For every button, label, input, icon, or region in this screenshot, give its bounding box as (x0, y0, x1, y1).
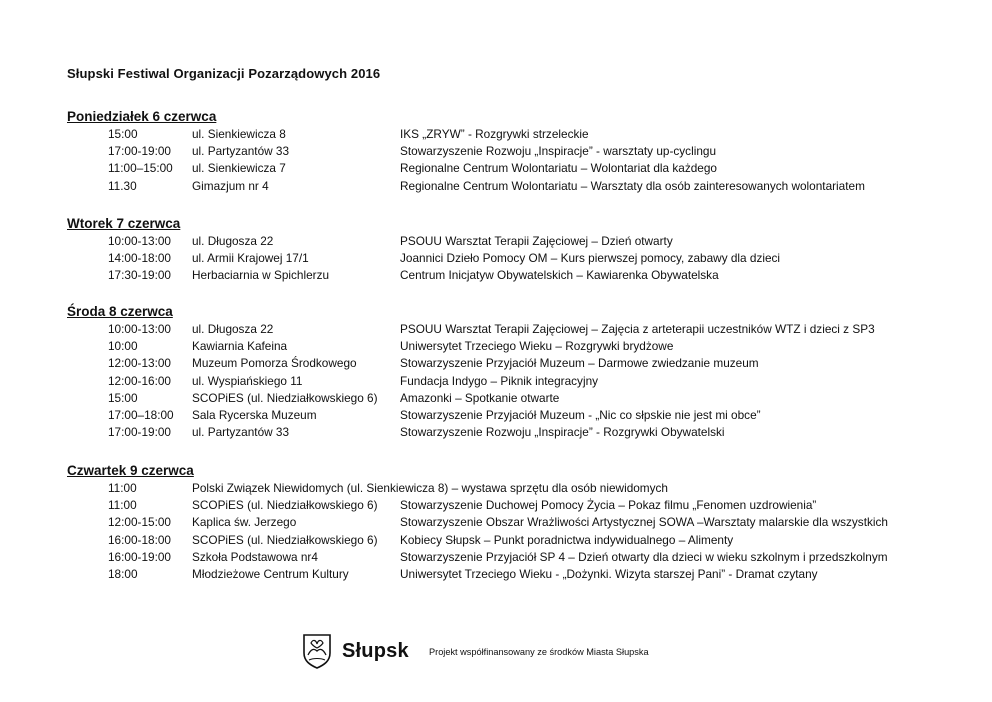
event-description: Stowarzyszenie Przyjaciół SP 4 – Dzień otwarty dla dzieci w wieku szkolnym i przedszkolnym (400, 549, 888, 564)
event-time: 15:00 (108, 127, 138, 141)
schedule-row (67, 267, 947, 284)
event-place: Sala Rycerska Muzeum (192, 407, 317, 422)
event-time: 16:00-19:00 (108, 549, 171, 564)
event-description: Stowarzyszenie Przyjaciół Muzeum – Darmowe zwiedzanie muzeum (400, 356, 759, 371)
event-description: Joannici Dzieło Pomocy OM – Kurs pierwszej pomocy, zabawy dla dzieci (400, 251, 781, 266)
event-time: 17:00–18:00 (108, 407, 174, 422)
event-place: Kawiarnia Kafeina (192, 339, 288, 354)
event-time: 17:30-19:00 (108, 268, 171, 283)
event-time: 10:00 (108, 339, 138, 354)
day-section (67, 108, 947, 195)
brand-name: Słupsk (342, 640, 409, 662)
event-place: ul. Wyspiańskiego 11 (192, 373, 303, 388)
event-time: 11:00 (108, 498, 137, 513)
schedule-row (67, 373, 947, 390)
schedule-row (67, 390, 947, 407)
event-time: 11.30 (108, 178, 137, 193)
event-place: Gimazjum nr 4 (192, 178, 269, 193)
event-description: PSOUU Warsztat Terapii Zajęciowej – Zajęcia z arteterapii uczestników WTZ i dzieci z SP3 (400, 322, 875, 336)
event-description: Stowarzyszenie Przyjaciół Muzeum - „Nic co słpskie nie jest mi obce” (400, 407, 761, 422)
schedule-row (67, 126, 947, 143)
event-place: ul. Długosza 22 (192, 322, 274, 336)
event-description: Amazonki – Spotkanie otwarte (400, 390, 560, 405)
schedule-row (67, 532, 947, 549)
event-place: ul. Armii Krajowej 17/1 (192, 251, 309, 266)
event-description: Regionalne Centrum Wolontariatu – Warsztaty dla osób zainteresowanych wolontariatem (400, 178, 865, 193)
event-place: Polski Związek Niewidomych (ul. Sienkiewicza 8) – wystawa sprzętu dla osób niewidomych (192, 481, 668, 495)
schedule-row (67, 549, 947, 566)
city-crest-icon (302, 633, 332, 669)
event-place: Szkoła Podstawowa nr4 (192, 549, 318, 564)
schedule-row (67, 250, 947, 267)
schedule-row (67, 178, 947, 195)
event-time: 10:00-13:00 (108, 322, 171, 336)
event-time: 15:00 (108, 390, 138, 405)
event-time: 14:00-18:00 (108, 251, 171, 266)
event-description: Stowarzyszenie Duchowej Pomocy Życia – Pokaz filmu „Fenomen uzdrowienia” (400, 498, 817, 513)
event-place: Młodzieżowe Centrum Kultury (192, 566, 349, 581)
event-description: IKS „ZRYW” - Rozgrywki strzeleckie (400, 127, 589, 141)
schedule-row (67, 566, 947, 583)
event-place: Kaplica św. Jerzego (192, 515, 297, 530)
event-time: 18:00 (108, 566, 138, 581)
schedule-row (67, 514, 947, 531)
event-description: PSOUU Warsztat Terapii Zajęciowej – Dzień otwarty (400, 234, 673, 248)
event-place: Herbaciarnia w Spichlerzu (192, 268, 330, 283)
event-description: Stowarzyszenie Rozwoju „Inspiracje” - Rozgrywki Obywatelski (400, 425, 725, 440)
event-time: 12:00-15:00 (108, 515, 171, 530)
day-heading: Czwartek 9 czerwca (67, 463, 194, 478)
event-time: 17:00-19:00 (108, 144, 171, 159)
schedule-row (67, 480, 947, 497)
day-section (67, 215, 947, 285)
event-description: Stowarzyszenie Rozwoju „Inspiracje” - warsztaty up-cyclingu (400, 144, 717, 159)
event-place: SCOPiES (ul. Niedziałkowskiego 6) (192, 390, 378, 405)
event-time: 11:00–15:00 (108, 161, 173, 176)
schedule-row (67, 233, 947, 250)
schedule-row (67, 355, 947, 372)
day-section (67, 303, 947, 441)
schedule-row (67, 497, 947, 514)
event-place: ul. Sienkiewicza 8 (192, 127, 286, 141)
event-time: 17:00-19:00 (108, 425, 171, 440)
schedule-row (67, 143, 947, 160)
day-heading: Wtorek 7 czerwca (67, 216, 181, 231)
event-time: 10:00-13:00 (108, 234, 171, 248)
event-description: Regionalne Centrum Wolontariatu – Wolontariat dla każdego (400, 161, 717, 176)
day-heading: Środa 8 czerwca (67, 304, 173, 319)
event-time: 12:00-13:00 (108, 356, 171, 371)
event-description: Kobiecy Słupsk – Punkt poradnictwa indywidualnego – Alimenty (400, 532, 734, 547)
schedule-row (67, 338, 947, 355)
schedule-row (67, 160, 947, 177)
event-time: 16:00-18:00 (108, 532, 171, 547)
event-place: ul. Partyzantów 33 (192, 144, 290, 159)
event-time: 12:00-16:00 (108, 373, 171, 388)
event-place: SCOPiES (ul. Niedziałkowskiego 6) (192, 532, 378, 547)
event-description: Uniwersytet Trzeciego Wieku - „Dożynki. Wizyta starszej Pani” - Dramat czytany (400, 566, 818, 581)
event-place: ul. Partyzantów 33 (192, 425, 290, 440)
event-description: Centrum Inicjatyw Obywatelskich – Kawiarenka Obywatelska (400, 268, 719, 283)
event-place: ul. Długosza 22 (192, 234, 274, 248)
day-heading: Poniedziałek 6 czerwca (67, 109, 217, 124)
event-place: ul. Sienkiewicza 7 (192, 161, 286, 176)
event-description: Uniwersytet Trzeciego Wieku – Rozgrywki brydżowe (400, 339, 674, 354)
schedule-row (67, 321, 947, 338)
event-time: 11:00 (108, 481, 137, 495)
event-description: Stowarzyszenie Obszar Wrażliwości Artystycznej SOWA –Warsztaty malarskie dla wszystkich (400, 515, 888, 530)
schedule-row (67, 424, 947, 441)
event-place: SCOPiES (ul. Niedziałkowskiego 6) (192, 498, 378, 513)
event-place: Muzeum Pomorza Środkowego (192, 356, 357, 371)
day-section (67, 462, 947, 583)
page-title: Słupski Festiwal Organizacji Pozarządowych 2016 (67, 66, 381, 81)
schedule-row (67, 407, 947, 424)
event-description: Fundacja Indygo – Piknik integracyjny (400, 373, 599, 388)
funding-note: Projekt współfinansowany ze środków Miasta Słupska (429, 647, 649, 657)
